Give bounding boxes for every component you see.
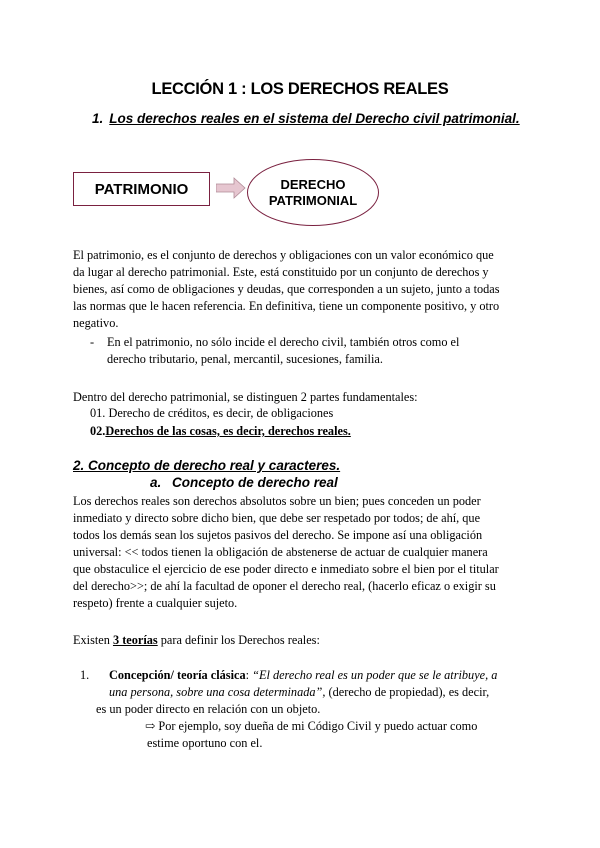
text-line: universal: << todos tienen la obligación de abstenerse de actuar de cualquier manera bbox=[73, 545, 488, 559]
text-line: da lugar al derecho patrimonial. Este, está constituido por un conjunto de derechos y bbox=[73, 265, 489, 279]
text-line: derecho tributario, penal, mercantil, sucesiones, familia. bbox=[107, 352, 383, 366]
subsection-heading-text: Concepto de derecho real bbox=[172, 475, 338, 490]
text-line: respeto) frente a cualquier sujeto. bbox=[73, 596, 238, 610]
text-line: En el patrimonio, no sólo incide el derecho civil, también otros como el bbox=[107, 335, 460, 349]
bullet-dash: - bbox=[90, 335, 95, 349]
ellipse-line-1: DERECHO bbox=[280, 176, 346, 192]
teorias-before: Existen bbox=[73, 633, 113, 647]
item-1-line-3: es un poder directo en relación con un objeto. bbox=[96, 702, 321, 716]
lesson-title: LECCIÓN 1 : LOS DERECHOS REALES bbox=[151, 80, 449, 98]
text-line: inmediato y directo sobre dicho bien, que debe ser respetado por todos; de ahí, que bbox=[73, 511, 481, 525]
list-item-01: 01. Derecho de créditos, es decir, de obligaciones bbox=[90, 406, 334, 420]
teorias-bold: 3 teorías bbox=[112, 633, 158, 647]
text-line: negativo. bbox=[73, 316, 119, 330]
example-line-2: estime oportuno con el. bbox=[147, 736, 263, 750]
text-line: bienes, así como de obligaciones y deudas, que corresponden a un sujeto, junto a todas bbox=[73, 282, 500, 296]
item-1-bold: Concepción/ teoría clásica bbox=[109, 668, 246, 682]
text-line: las normas que le hacen referencia. En definitiva, tiene un componente positivo, y otro bbox=[73, 299, 500, 313]
subsection-a-heading bbox=[150, 475, 338, 490]
section-2-heading: 2. Concepto de derecho real y caracteres. bbox=[73, 458, 341, 473]
patrimonio-box-label: PATRIMONIO bbox=[94, 180, 189, 198]
ellipse-line-2: PATRIMONIAL bbox=[268, 192, 358, 208]
paragraph-partes: Dentro del derecho patrimonial, se distinguen 2 partes fundamentales: bbox=[73, 390, 418, 404]
teorias-after: para definir los Derechos reales: bbox=[157, 633, 320, 647]
derecho-patrimonial-ellipse bbox=[247, 159, 379, 226]
bullet-item bbox=[90, 334, 530, 368]
arrow-right-icon: ⇨ bbox=[145, 719, 156, 733]
list-item-02 bbox=[90, 423, 550, 440]
text-line: Los derechos reales son derechos absolutos sobre un bien; pues conceden un poder bbox=[73, 494, 481, 508]
item-1-example bbox=[145, 718, 545, 752]
section-1-heading-text: Los derechos reales en el sistema del Derecho civil patrimonial. bbox=[109, 111, 520, 126]
arrow-right-icon bbox=[216, 176, 246, 200]
item-1-quote-2: una persona, sobre una cosa determinada”, bbox=[109, 685, 326, 699]
section-1-heading bbox=[92, 111, 520, 126]
text-line: que obstaculice el ejercicio de ese poder directo e inmediato sobre el bien por el titular bbox=[73, 562, 499, 576]
text-line: del derecho>>; de ahí la facultad de oponer el derecho real, (hacerlo eficaz o exigir su bbox=[73, 579, 496, 593]
example-line-1: Por ejemplo, soy dueña de mi Código Civil y puedo actuar como bbox=[158, 719, 478, 733]
item-1-rest-2: (derecho de propiedad), es decir, bbox=[325, 685, 490, 699]
list-item-02-number: 02. bbox=[90, 424, 106, 438]
paragraph-patrimonio bbox=[73, 247, 533, 332]
text-line: todos los demás sean los sujetos pasivos del derecho. Se impone así una obligación bbox=[73, 528, 483, 542]
subsection-label: a. bbox=[150, 475, 162, 490]
section-1-number: 1. bbox=[92, 111, 104, 126]
item-1 bbox=[109, 667, 539, 701]
list-item-02-text: Derechos de las cosas, es decir, derechos reales. bbox=[105, 424, 351, 438]
item-1-number: 1. bbox=[80, 668, 90, 682]
paragraph-teorias bbox=[73, 632, 533, 649]
item-1-colon: : bbox=[245, 668, 253, 682]
patrimonio-box bbox=[73, 172, 210, 206]
text-line: El patrimonio, es el conjunto de derechos y obligaciones con un valor económico que bbox=[73, 248, 494, 262]
item-1-quote-1: “El derecho real es un poder que se le atribuye, a bbox=[252, 668, 498, 682]
paragraph-concepto bbox=[73, 493, 533, 612]
